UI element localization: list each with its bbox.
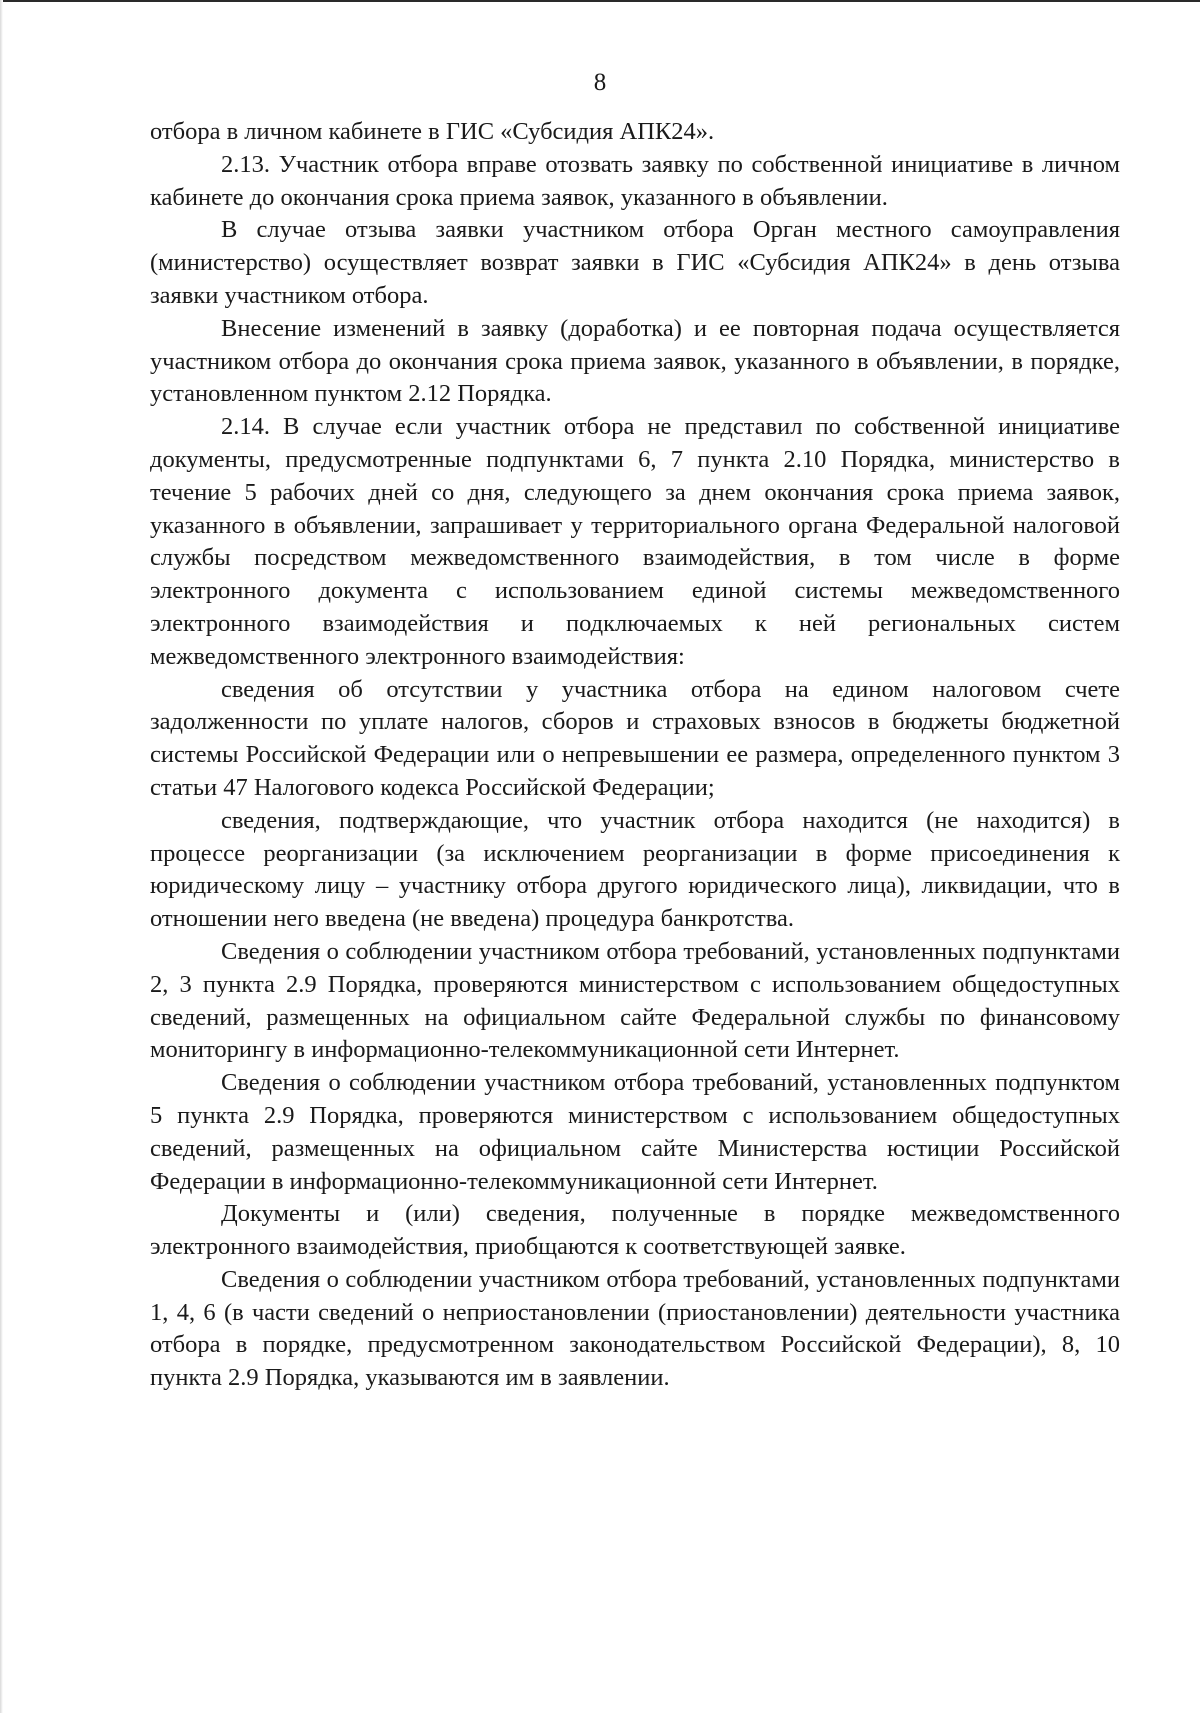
paragraph: сведения, подтверждающие, что участник отбора находится (не находится) в процессе реорганизации (за исключением реорганизации в форме присоединения к юридическому лицу – участнику отбора другого юридического лица), ликвидации, что в отношении него введена (не введена) процедура банкротства. [150,806,1120,933]
paragraph: Документы и (или) сведения, полученные в порядке межведомственного электронного взаимодействия, приобщаются к соответствующей заявке. [150,1200,1120,1261]
paragraph: Сведения о соблюдении участником отбора требований, установленных подпунктом 5 пункта 2.9 Порядка, проверяются министерством с использованием общедоступных сведений, размещенных на официальном сайте Министерства юстиции Российской Федерации в информационно-телекоммуникационной сети Интернет. [150,1069,1120,1195]
page-number: 8 [593,69,607,96]
scan-edge-line [0,0,1200,2]
paragraph: Сведения о соблюдении участником отбора требований, установленных подпунктами 1, 4, 6 (в части сведений о неприостановлении (приостановлении) деятельности участника отбора в порядке, предусмотренном законодательством Российской Федерации), 8, 10 пункта 2.9 Порядка, указываются им в заявлении. [150,1265,1120,1392]
paragraph: 2.14. В случае если участник отбора не представил по собственной инициативе документы, предусмотренные подпунктами 6, 7 пункта 2.10 Порядка, министерство в течение 5 рабочих дней со дня, следующего за днем окончания срока приема заявок, указанного в объявлении, запрашивает у территориального органа Федеральной налоговой службы посредством межведомственного взаимодействия, в том числе в форме электронного документа с использованием единой системы межведомственного электронного взаимодействия и подключаемых к ней региональных систем межведомственного электронного взаимодействия: [150,413,1120,670]
paragraph: 2.13. Участник отбора вправе отозвать заявку по собственной инициативе в личном кабинете до окончания срока приема заявок, указанного в объявлении. [150,150,1120,211]
paragraph: сведения об отсутствии у участника отбора на едином налоговом счете задолженности по уплате налогов, сборов и страховых взносов в бюджеты бюджетной системы Российской Федерации или о непревышении ее размера, определенного пунктом 3 статьи 47 Налогового кодекса Российской Федерации; [150,675,1120,801]
document-body [150,116,1120,1395]
scan-edge-shadow [0,0,3,1713]
paragraph: отбора в личном кабинете в ГИС «Субсидия АПК24». [150,118,715,145]
paragraph: Внесение изменений в заявку (доработка) и ее повторная подача осуществляется участником отбора до окончания срока приема заявок, указанного в объявлении, в порядке, установленном пунктом 2.12 Порядка. [150,314,1120,408]
paragraph: В случае отзыва заявки участником отбора Орган местного самоуправления (министерство) осуществляет возврат заявки в ГИС «Субсидия АПК24» в день отзыва заявки участником отбора. [150,216,1120,309]
paragraph: Сведения о соблюдении участником отбора требований, установленных подпунктами 2, 3 пункта 2.9 Порядка, проверяются министерством с использованием общедоступных сведений, размещенных на официальном сайте Федеральной службы по финансовому мониторингу в информационно-телекоммуникационной сети Интернет. [150,937,1120,1064]
